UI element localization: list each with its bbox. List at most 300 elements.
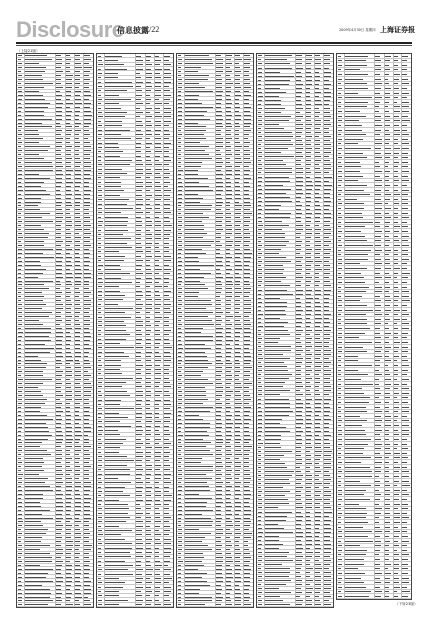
cell-text xyxy=(105,408,134,409)
cell-text xyxy=(235,529,240,530)
cell-text xyxy=(84,174,90,175)
cell-text xyxy=(84,288,89,289)
cell-text xyxy=(75,525,79,526)
cell-text xyxy=(265,92,286,93)
cell-text xyxy=(258,310,261,311)
cell-text xyxy=(98,513,102,514)
cell-text xyxy=(265,164,286,165)
cell-text xyxy=(216,356,222,357)
cell-text xyxy=(216,99,222,100)
cell-text xyxy=(18,277,21,278)
cell-text xyxy=(136,465,142,466)
cell-text xyxy=(385,222,391,223)
cell-text xyxy=(56,205,61,206)
cell-text xyxy=(394,582,399,583)
cell-text xyxy=(235,439,241,440)
cell-text xyxy=(105,103,119,104)
cell-text xyxy=(75,67,82,68)
cell-text xyxy=(84,237,90,238)
cell-text xyxy=(324,463,331,464)
cell-text xyxy=(324,467,331,468)
cell-text xyxy=(146,247,151,248)
cell-text xyxy=(324,342,329,343)
cell-text xyxy=(306,399,312,400)
cell-text xyxy=(216,91,223,92)
cell-text xyxy=(66,399,72,400)
cell-text xyxy=(164,238,169,239)
cell-text xyxy=(324,435,331,436)
cell-text xyxy=(315,334,320,335)
cell-text xyxy=(375,236,381,237)
cell-text xyxy=(235,593,241,594)
cell-text xyxy=(98,164,102,165)
cell-text xyxy=(216,593,221,594)
cell-text xyxy=(66,490,72,491)
cell-text xyxy=(226,454,232,455)
cell-text xyxy=(296,160,301,161)
cell-text xyxy=(216,296,220,297)
cell-text xyxy=(226,308,231,309)
cell-text xyxy=(75,462,79,463)
cell-text xyxy=(136,278,141,279)
cell-text xyxy=(155,404,159,405)
cell-text xyxy=(375,545,381,546)
cell-text xyxy=(66,107,70,108)
cell-text xyxy=(306,370,312,371)
cell-text xyxy=(306,350,311,351)
cell-text xyxy=(324,59,330,60)
cell-text xyxy=(296,229,303,230)
cell-text xyxy=(394,347,400,348)
cell-text xyxy=(258,160,261,161)
cell-text xyxy=(155,204,160,205)
cell-text xyxy=(185,486,210,487)
cell-text xyxy=(18,174,22,175)
cell-text xyxy=(324,475,330,476)
cell-text xyxy=(375,582,381,583)
cell-text xyxy=(375,333,380,334)
cell-text xyxy=(375,56,380,57)
cell-text xyxy=(244,55,250,56)
cell-text xyxy=(258,185,261,186)
cell-text xyxy=(315,177,321,178)
cell-text xyxy=(25,514,42,515)
cell-text xyxy=(178,482,181,483)
cell-text xyxy=(345,564,365,565)
cell-text xyxy=(56,217,63,218)
cell-text xyxy=(185,589,200,590)
cell-text xyxy=(315,552,320,553)
cell-text xyxy=(75,99,81,100)
cell-text xyxy=(155,582,161,583)
cell-text xyxy=(394,596,399,597)
cell-text xyxy=(265,330,288,331)
cell-text xyxy=(66,269,70,270)
cell-text xyxy=(296,411,302,412)
cell-text xyxy=(75,395,81,396)
cell-text xyxy=(216,458,221,459)
cell-text xyxy=(296,552,302,553)
cell-text xyxy=(178,205,181,206)
cell-text xyxy=(178,99,181,100)
cell-text xyxy=(235,79,240,80)
cell-text xyxy=(375,596,381,597)
cell-text xyxy=(25,340,51,341)
cell-text xyxy=(338,190,342,191)
cell-text xyxy=(338,171,342,172)
cell-text xyxy=(402,56,408,57)
cell-text xyxy=(105,439,126,440)
cell-text xyxy=(164,352,169,353)
cell-text xyxy=(216,83,222,84)
cell-text xyxy=(385,162,389,163)
cell-text xyxy=(296,516,303,517)
cell-text xyxy=(315,548,321,549)
cell-text xyxy=(136,487,143,488)
cell-text xyxy=(402,65,407,66)
cell-text xyxy=(324,237,329,238)
cell-text xyxy=(25,597,50,598)
cell-text xyxy=(394,467,400,468)
cell-text xyxy=(155,265,159,266)
cell-text xyxy=(345,504,359,505)
cell-text xyxy=(306,245,310,246)
cell-text xyxy=(164,413,171,414)
cell-text xyxy=(56,209,62,210)
cell-text xyxy=(402,545,407,546)
cell-text xyxy=(98,417,101,418)
cell-text xyxy=(345,213,362,214)
cell-text xyxy=(178,292,182,293)
cell-text xyxy=(394,407,399,408)
cell-text xyxy=(235,107,240,108)
cell-text xyxy=(265,403,290,404)
cell-text xyxy=(155,400,161,401)
cell-text xyxy=(84,95,91,96)
cell-text xyxy=(375,259,381,260)
cell-text xyxy=(25,521,41,522)
cell-text xyxy=(244,435,250,436)
cell-text xyxy=(84,431,91,432)
cell-text xyxy=(105,169,122,170)
cell-text xyxy=(226,541,231,542)
cell-text xyxy=(84,324,90,325)
cell-text xyxy=(216,553,222,554)
cell-text xyxy=(375,328,380,329)
cell-text xyxy=(56,569,61,570)
cell-text xyxy=(18,119,22,120)
cell-text xyxy=(18,415,21,416)
cell-text xyxy=(178,273,181,274)
cell-text xyxy=(84,281,89,282)
cell-text xyxy=(226,439,232,440)
cell-text xyxy=(66,87,72,88)
cell-text xyxy=(56,107,62,108)
cell-text xyxy=(155,234,161,235)
cell-text xyxy=(296,104,302,105)
cell-text xyxy=(216,284,222,285)
cell-text xyxy=(178,470,182,471)
cell-text xyxy=(324,221,330,222)
cell-text xyxy=(324,156,329,157)
cell-text xyxy=(56,454,62,455)
cell-text xyxy=(315,257,320,258)
cell-text xyxy=(84,213,89,214)
cell-text xyxy=(84,336,91,337)
cell-text xyxy=(338,203,342,204)
cell-text xyxy=(306,600,312,601)
cell-text xyxy=(385,517,390,518)
cell-text xyxy=(258,524,261,525)
cell-text xyxy=(306,334,311,335)
cell-text xyxy=(338,83,341,84)
cell-text xyxy=(345,268,367,269)
cell-text xyxy=(296,273,301,274)
cell-text xyxy=(56,514,62,515)
cell-text xyxy=(178,415,181,416)
cell-text xyxy=(105,365,121,366)
cell-text xyxy=(226,312,231,313)
cell-text xyxy=(146,225,153,226)
cell-text xyxy=(84,514,90,515)
cell-text xyxy=(75,494,80,495)
cell-text xyxy=(155,260,159,261)
cell-text xyxy=(216,597,223,598)
cell-text xyxy=(258,362,261,363)
cell-text xyxy=(84,344,89,345)
cell-text xyxy=(345,434,366,435)
cell-text xyxy=(25,478,48,479)
cell-text xyxy=(155,334,160,335)
cell-text xyxy=(18,379,23,380)
cell-text xyxy=(375,176,380,177)
cell-text xyxy=(66,446,72,447)
cell-text xyxy=(402,596,408,597)
cell-text xyxy=(306,503,312,504)
cell-text xyxy=(66,431,72,432)
cell-text xyxy=(216,577,223,578)
cell-text xyxy=(146,230,150,231)
cell-text xyxy=(315,213,321,214)
cell-text xyxy=(394,134,400,135)
cell-text xyxy=(235,490,240,491)
cell-text xyxy=(216,435,222,436)
cell-text xyxy=(315,512,321,513)
cell-text xyxy=(345,199,358,200)
cell-text xyxy=(345,217,364,218)
cell-text xyxy=(75,146,80,147)
cell-text xyxy=(105,504,128,505)
cell-text xyxy=(216,308,221,309)
cell-text xyxy=(244,79,250,80)
cell-text xyxy=(146,212,150,213)
cell-text xyxy=(235,371,240,372)
cell-text xyxy=(402,448,407,449)
cell-text xyxy=(146,108,152,109)
cell-text xyxy=(338,545,342,546)
cell-text xyxy=(394,499,399,500)
cell-text xyxy=(216,344,222,345)
cell-text xyxy=(385,314,389,315)
cell-text xyxy=(324,290,331,291)
cell-text xyxy=(136,482,143,483)
cell-text xyxy=(164,169,169,170)
cell-text xyxy=(155,186,161,187)
cell-text xyxy=(216,379,221,380)
cell-text xyxy=(402,300,409,301)
cell-text xyxy=(155,304,161,305)
cell-text xyxy=(75,549,79,550)
cell-text xyxy=(306,164,311,165)
cell-text xyxy=(164,487,169,488)
cell-text xyxy=(75,134,79,135)
cell-text xyxy=(244,174,249,175)
cell-text xyxy=(306,302,311,303)
cell-text xyxy=(84,63,89,64)
cell-text xyxy=(155,543,161,544)
cell-text xyxy=(178,549,182,550)
cell-text xyxy=(375,199,381,200)
cell-text xyxy=(66,348,71,349)
cell-text xyxy=(164,251,169,252)
cell-text xyxy=(315,532,320,533)
cell-text xyxy=(394,448,398,449)
cell-text xyxy=(226,446,231,447)
cell-text xyxy=(375,88,381,89)
cell-text xyxy=(164,108,171,109)
cell-text xyxy=(66,312,71,313)
cell-text xyxy=(315,241,321,242)
cell-text xyxy=(178,312,182,313)
cell-text xyxy=(338,578,342,579)
cell-text xyxy=(296,447,301,448)
cell-text xyxy=(98,578,101,579)
cell-text xyxy=(185,304,212,305)
cell-text xyxy=(185,316,209,317)
cell-text xyxy=(394,102,398,103)
cell-text xyxy=(98,482,102,483)
cell-text xyxy=(324,552,331,553)
cell-text xyxy=(56,439,63,440)
cell-text xyxy=(226,348,232,349)
cell-text xyxy=(18,308,22,309)
cell-text xyxy=(324,63,330,64)
cell-text xyxy=(244,506,250,507)
cell-text xyxy=(178,545,182,546)
cell-text xyxy=(136,347,143,348)
cell-text xyxy=(375,277,382,278)
cell-text xyxy=(394,250,399,251)
cell-text xyxy=(56,407,61,408)
cell-text xyxy=(402,333,407,334)
cell-text xyxy=(226,367,232,368)
cell-text xyxy=(226,194,232,195)
cell-text xyxy=(265,516,287,517)
cell-text xyxy=(402,310,407,311)
cell-text xyxy=(402,356,406,357)
cell-text xyxy=(105,295,125,296)
cell-text xyxy=(25,316,49,317)
cell-text xyxy=(146,426,151,427)
cell-text xyxy=(25,265,42,266)
cell-text xyxy=(296,443,302,444)
cell-text xyxy=(258,72,262,73)
cell-text xyxy=(375,388,380,389)
cell-text xyxy=(98,243,101,244)
cell-text xyxy=(66,553,71,554)
cell-text xyxy=(375,337,381,338)
cell-text xyxy=(315,588,321,589)
cell-text xyxy=(226,506,232,507)
cell-text xyxy=(25,186,41,187)
cell-text xyxy=(315,80,320,81)
cell-text xyxy=(315,540,320,541)
cell-text xyxy=(226,233,232,234)
cell-text xyxy=(25,273,43,274)
cell-text xyxy=(402,578,409,579)
cell-text xyxy=(306,201,311,202)
cell-text xyxy=(226,237,230,238)
cell-text xyxy=(136,56,141,57)
cell-text xyxy=(385,591,389,592)
cell-text xyxy=(105,160,132,161)
cell-text xyxy=(315,451,322,452)
cell-text xyxy=(155,421,161,422)
cell-text xyxy=(265,322,288,323)
cell-text xyxy=(226,166,232,167)
cell-text xyxy=(105,130,131,131)
cell-text xyxy=(216,367,222,368)
cell-text xyxy=(402,143,409,144)
cell-text xyxy=(265,411,293,412)
cell-text xyxy=(226,466,231,467)
cell-text xyxy=(244,383,251,384)
cell-text xyxy=(296,419,303,420)
cell-text xyxy=(296,306,301,307)
cell-text xyxy=(394,374,399,375)
cell-text xyxy=(235,431,240,432)
cell-text xyxy=(338,199,341,200)
cell-text xyxy=(155,121,161,122)
cell-text xyxy=(98,495,101,496)
cell-text xyxy=(178,221,182,222)
cell-text xyxy=(375,559,380,560)
cell-text xyxy=(244,123,251,124)
cell-text xyxy=(178,198,182,199)
cell-text xyxy=(402,420,409,421)
cell-text xyxy=(345,374,369,375)
cell-text xyxy=(226,486,232,487)
cell-text xyxy=(244,585,250,586)
cell-text xyxy=(235,510,241,511)
cell-text xyxy=(338,559,342,560)
cell-text xyxy=(178,300,182,301)
cell-text xyxy=(265,483,290,484)
cell-text xyxy=(136,190,142,191)
cell-text xyxy=(226,138,232,139)
cell-text xyxy=(324,528,331,529)
cell-text xyxy=(265,520,286,521)
cell-text xyxy=(178,490,182,491)
cell-text xyxy=(402,226,408,227)
cell-text xyxy=(244,446,251,447)
table-row xyxy=(97,603,173,607)
cell-text xyxy=(235,63,239,64)
cell-text xyxy=(178,126,181,127)
cell-text xyxy=(66,217,71,218)
cell-text xyxy=(296,399,301,400)
cell-text xyxy=(394,236,399,237)
